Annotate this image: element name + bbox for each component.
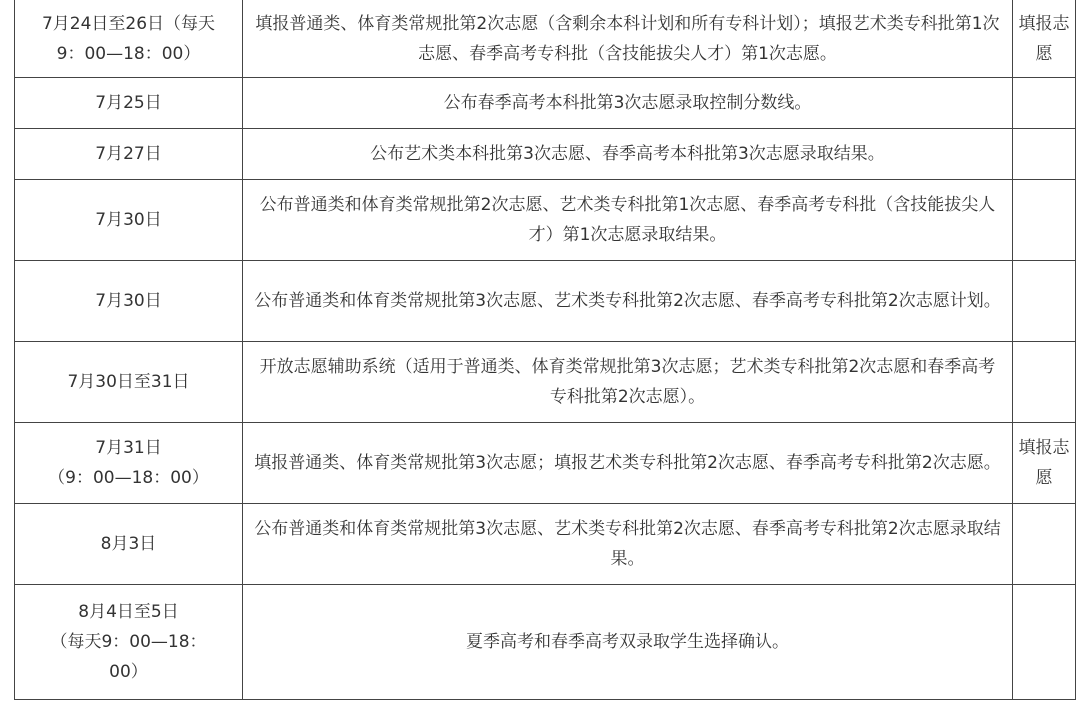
date-line: 8月4日至5日 bbox=[78, 602, 179, 622]
date-cell bbox=[15, 342, 243, 423]
date-cell bbox=[15, 78, 243, 129]
table-row bbox=[15, 423, 1076, 504]
note-cell: 填报志愿 bbox=[1013, 0, 1076, 78]
date-line: 7月24日至26日（每天 bbox=[41, 13, 216, 34]
date-line: 9：00—18：00） bbox=[56, 43, 201, 64]
content-cell: 夏季高考和春季高考双录取学生选择确认。 bbox=[243, 585, 1013, 700]
content-cell: 公布艺术类本科批第3次志愿、春季高考本科批第3次志愿录取结果。 bbox=[243, 129, 1013, 180]
date-line: 7月30日 bbox=[95, 210, 162, 230]
date-line: 7月30日至31日 bbox=[67, 372, 190, 392]
content-cell: 公布普通类和体育类常规批第3次志愿、艺术类专科批第2次志愿、春季高考专科批第2次志愿录取结果。 bbox=[243, 504, 1013, 585]
table-row bbox=[15, 180, 1076, 261]
date-cell bbox=[15, 261, 243, 342]
note-cell bbox=[1013, 180, 1076, 261]
note-cell bbox=[1013, 504, 1076, 585]
date-line: 7月27日 bbox=[95, 144, 162, 164]
note-cell bbox=[1013, 585, 1076, 700]
table-row bbox=[15, 261, 1076, 342]
date-line: （每天9：00—18： bbox=[50, 632, 207, 652]
date-line: （9：00—18：00） bbox=[48, 468, 209, 488]
date-cell bbox=[15, 129, 243, 180]
content-cell: 填报普通类、体育类常规批第2次志愿（含剩余本科计划和所有专科计划）；填报艺术类专科批第1次志愿、春季高考专科批（含技能拔尖人才）第1次志愿。 bbox=[243, 0, 1013, 78]
note-cell: 填报志愿 bbox=[1013, 423, 1076, 504]
content-cell: 填报普通类、体育类常规批第3次志愿；填报艺术类专科批第2次志愿、春季高考专科批第2次志愿。 bbox=[243, 423, 1013, 504]
table-row bbox=[15, 0, 1076, 78]
date-cell bbox=[15, 504, 243, 585]
date-line: 7月31日 bbox=[95, 438, 162, 458]
schedule-table bbox=[14, 0, 1076, 700]
table-row bbox=[15, 504, 1076, 585]
table-row bbox=[15, 585, 1076, 700]
content-cell: 公布普通类和体育类常规批第2次志愿、艺术类专科批第1次志愿、春季高考专科批（含技能拔尖人才）第1次志愿录取结果。 bbox=[243, 180, 1013, 261]
table-row bbox=[15, 129, 1076, 180]
note-cell bbox=[1013, 261, 1076, 342]
table-row bbox=[15, 342, 1076, 423]
date-cell bbox=[15, 585, 243, 700]
content-cell: 公布春季高考本科批第3次志愿录取控制分数线。 bbox=[243, 78, 1013, 129]
content-cell: 开放志愿辅助系统（适用于普通类、体育类常规批第3次志愿；艺术类专科批第2次志愿和春季高考专科批第2次志愿）。 bbox=[243, 342, 1013, 423]
date-cell bbox=[15, 423, 243, 504]
date-cell bbox=[15, 0, 243, 78]
note-cell bbox=[1013, 78, 1076, 129]
note-cell bbox=[1013, 342, 1076, 423]
note-cell bbox=[1013, 129, 1076, 180]
date-line: 7月30日 bbox=[95, 291, 162, 311]
date-line: 7月25日 bbox=[95, 93, 162, 113]
date-line: 00） bbox=[109, 662, 148, 682]
date-line: 8月3日 bbox=[100, 534, 157, 554]
content-cell: 公布普通类和体育类常规批第3次志愿、艺术类专科批第2次志愿、春季高考专科批第2次志愿计划。 bbox=[243, 261, 1013, 342]
table-row bbox=[15, 78, 1076, 129]
date-cell bbox=[15, 180, 243, 261]
